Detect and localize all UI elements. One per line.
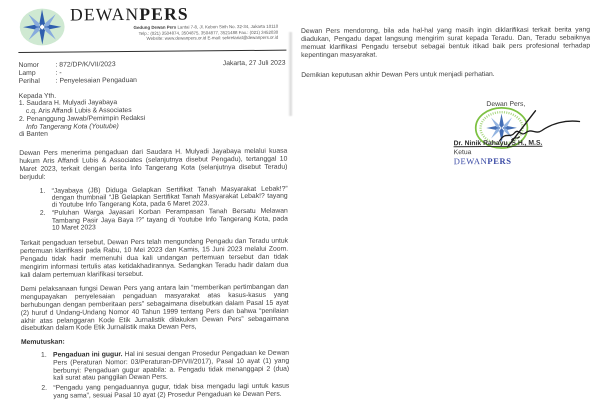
letterhead (18, 4, 286, 50)
addressee-block (19, 90, 287, 139)
address-line-3: Website: www.dewanpers.or.id E-mail: sekretariat@dewanpers.or.id (146, 34, 279, 42)
addressee-line-5: di Banten (19, 130, 48, 139)
nomor-label: Nomor (18, 61, 39, 69)
signature-org-wordmark (454, 156, 512, 166)
org-wordmark-regular: DEWAN (69, 3, 140, 25)
letterhead-text (66, 4, 286, 43)
body-paragraph-3: Demi pelaksanaan fungsi Dewan Pers yang antara lain “memberikan pertimbangan dan mengupayakan penyelesaian pengaduan masyarakat atas kasus-kasus yang berhubungan dengan pemberitaan pers” sebagaimana disebutkan dalam Pasal 15 ayat (2) huruf d Undang-Undang Nomor 40 Tahun 1999 tentang Pers dan bahwa “penilaian akhir atas pelanggaran Kode Etik Jurnalistik dilakukan Dewan Pers” sebagaimana disebutkan dalam Kode Etik Jurnalistik maka Dewan Pers, (20, 283, 289, 333)
news-item-2-number: 2. (39, 210, 46, 218)
body-paragraph-2: Terkait pengaduan tersebut, Dewan Pers telah mengundang Pengadu dan Teradu untuk pertemuan klarifikasi pada Rabu, 10 Mei 2023 dan Kamis, 15 Juni 2023 melalui Zoom. Pengadu tidak hadir memenuhi dua kali undangan pertemuan tersebut dan tidak mengirim informasi tertulis atas ketidakhadirannya. Sedangkan Teradu hadir dalam dua kali dalam pertemuan klarifikasi tersebut. (20, 237, 289, 279)
lamp-label: Lamp (18, 69, 36, 77)
address-line-2: Telp.: (021) 3504874, 3504875, 3504877, 3521488 Fax.: (021) 3452030 (138, 29, 279, 36)
news-item-2 (20, 208, 288, 232)
org-wordmark (70, 4, 286, 25)
signature-org: Dewan Pers, (486, 100, 526, 109)
news-item-1 (20, 185, 288, 209)
signer-title: Ketua (453, 149, 472, 157)
letter-date: Jakarta, 27 Juli 2023 (222, 59, 286, 68)
decision-item-1-number: 1. (41, 352, 47, 360)
letterhead-divider (18, 50, 286, 53)
decision-item-1-text (53, 350, 289, 383)
addressee-line-1: 1. Saudara H. Mulyadi Jayabaya (18, 99, 118, 108)
page2-paragraph-1: Dewan Pers mendorong, bila ada hal-hal yang masih ingin diklarifikasi terkait berita yang diadukan, Pengadu dapat langsung mengirim surat kepada Teradu. Dan, Teradu sebaiknya memuat klarifikasi Pengadu tersebut sebagai bentuk itikad baik pers profesional terhadap kepentingan masyarakat. (301, 26, 591, 59)
address-building: Gedung Dewan Pers (133, 24, 177, 30)
decision-item-2-number: 2. (41, 384, 48, 392)
decision-item-1-lead: Pengaduan ini gugur. (53, 351, 123, 360)
news-items-list (20, 185, 288, 232)
decisions-list (21, 350, 289, 400)
signature-scribble-icon (477, 107, 583, 156)
memutuskan-heading: Memutuskan: (20, 338, 65, 347)
letter-meta (18, 60, 286, 86)
perihal-label: Perihal (18, 77, 40, 85)
perihal-value: : Penyelesaian Pengaduan (55, 76, 137, 85)
nomor-value: : 872/DP/K/VII/2023 (55, 61, 116, 69)
letter-page-2 (301, 26, 591, 167)
news-item-1-number: 1. (39, 187, 46, 195)
meta-row-perihal (19, 75, 287, 85)
dewan-pers-logo-icon (18, 6, 66, 50)
news-item-2-text: “Puluhan Warga Jayasari Korban Perampasan Tanah Bersatu Melawan Tambang Pasir Jaya Baya !?” tayang di Youtube Info Tangerang Kota, pada 10 Maret 2023 (51, 208, 288, 232)
addressee-line-4: Info Tangerang Kota (Youtube) (26, 122, 119, 131)
news-item-1-text: “Jayabaya (JB) Diduga Gelapkan Sertifikat Tanah Masyarakat Lebak!?” dengan thumbnail “JB Gelapkan Sertifikat Tanah Masyarakat Lebak!? tayang di Youtube Info Tangerang Kota, pada 6 Maret 2023. (51, 185, 288, 209)
decision-item-1-rest: Hal ini sesuai dengan Prosedur Pengaduan ke Dewan Pers (Peraturan Nomor: 03/Peraturan-DP/VII/2017), Pasal 10 ayat (1) yang berbunyi: Pengaduan gugur apabila: a. Pengadu tidak menanggapi 2 (dua) kali surat atau panggilan Dewan Pers. (53, 349, 290, 383)
letterhead-address (70, 24, 286, 43)
signer-name: Dr. Ninik Rahayu, S.H., M.S. (453, 139, 543, 148)
decision-item-2-text: “Pengadu yang pengaduannya gugur, tidak bisa mengadu lagi untuk kasus yang sama”, sesuai Pasal 10 ayat (2) Prosedur Pengaduan ke Dewan Pers. (53, 382, 290, 400)
addressee-line-2: c.q. Aris Affandi Lubis & Associates (25, 107, 132, 116)
org-wordmark-bold: PERS (139, 3, 189, 24)
decision-item-2 (21, 383, 289, 400)
letter-page-1 (18, 4, 289, 400)
address-street: Lantai 7-8, Jl. Kebon Sirih No. 32-34, Jakarta 10110 (176, 23, 279, 30)
decision-item-1 (21, 350, 289, 383)
signature-wordmark-regular: DEWAN (453, 156, 488, 167)
signature-wordmark-bold: PERS (487, 155, 512, 167)
body-paragraph-1: Dewan Pers menerima pengaduan dari Saudara H. Mulyadi Jayabaya melalui kuasa hukum Aris Affandi Lubis & Associates (selanjutnya disebut Pengadu), tertanggal 10 Maret 2023, terkait dengan berita Info Tangerang Kota (selanjutnya disebut Teradu) berjudul: (19, 147, 288, 181)
lamp-value: : - (55, 69, 62, 77)
page-edge-shadow (288, 32, 293, 116)
addressee-salutation: Kepada Yth. (18, 92, 57, 100)
page2-closing-paragraph: Demikian keputusan akhir Dewan Pers untuk menjadi perhatian. (301, 70, 495, 79)
addressee-line-3: 2. Penanggung Jawab/Pemimpin Redaksi (18, 114, 146, 123)
